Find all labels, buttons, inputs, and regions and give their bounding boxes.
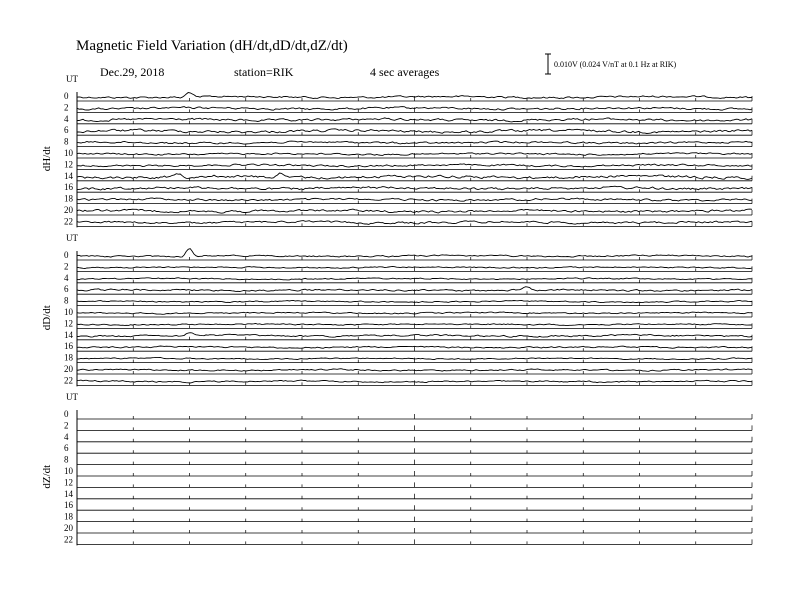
hour-label: 12: [64, 159, 73, 170]
ut-label: UT: [66, 392, 78, 402]
panel-dH-dt: [41, 74, 752, 227]
hour-label: 8: [64, 136, 69, 147]
panel-label: dZ/dt: [41, 464, 53, 489]
hour-label: 18: [64, 193, 73, 204]
hour-label: 0: [64, 409, 69, 419]
hour-label: 2: [64, 102, 69, 113]
scale-bar-icon: [545, 54, 551, 74]
hour-label: 20: [64, 523, 73, 533]
hour-label: 22: [64, 375, 73, 386]
hour-label: 22: [64, 534, 73, 545]
panel-label: dD/dt: [41, 305, 53, 331]
hour-label: 10: [64, 148, 73, 158]
hour-label: 2: [64, 420, 69, 431]
hour-label: 10: [64, 466, 73, 476]
chart-title: Magnetic Field Variation (dH/dt,dD/dt,dZ/dt): [76, 38, 348, 54]
hour-label: 0: [64, 91, 69, 101]
hour-label: 4: [64, 113, 69, 124]
hour-label: 16: [64, 341, 73, 352]
scale-label: 0.010V (0.024 V/nT at 0.1 Hz at RIK): [554, 60, 677, 69]
hour-label: 10: [64, 307, 73, 317]
hour-label: 16: [64, 500, 73, 511]
hour-label: 6: [64, 443, 69, 454]
hour-label: 2: [64, 261, 69, 272]
hour-label: 14: [64, 170, 73, 181]
hour-label: 0: [64, 250, 69, 260]
ut-label: UT: [66, 74, 78, 84]
hour-label: 12: [64, 318, 73, 329]
hour-label: 22: [64, 216, 73, 227]
panels: [41, 74, 752, 545]
averaging-label: 4 sec averages: [370, 65, 440, 79]
station-label: station=RIK: [234, 65, 294, 79]
hour-label: 16: [64, 182, 73, 193]
hour-label: 20: [64, 364, 73, 374]
ut-label: UT: [66, 233, 78, 243]
hour-label: 8: [64, 454, 69, 465]
panel-dZ-dt: [41, 392, 752, 545]
hour-label: 4: [64, 272, 69, 283]
hour-label: 4: [64, 431, 69, 442]
trace-row: [77, 287, 752, 292]
panel-dD-dt: [41, 233, 752, 386]
hour-label: 20: [64, 205, 73, 215]
hour-label: 18: [64, 352, 73, 363]
hour-label: 6: [64, 284, 69, 295]
hour-label: 6: [64, 125, 69, 136]
hour-label: 18: [64, 511, 73, 522]
hour-label: 12: [64, 477, 73, 488]
panel-label: dH/dt: [41, 146, 53, 172]
hour-label: 8: [64, 295, 69, 306]
hour-label: 14: [64, 329, 73, 340]
hour-label: 14: [64, 488, 73, 499]
date-label: Dec.29, 2018: [100, 65, 165, 79]
